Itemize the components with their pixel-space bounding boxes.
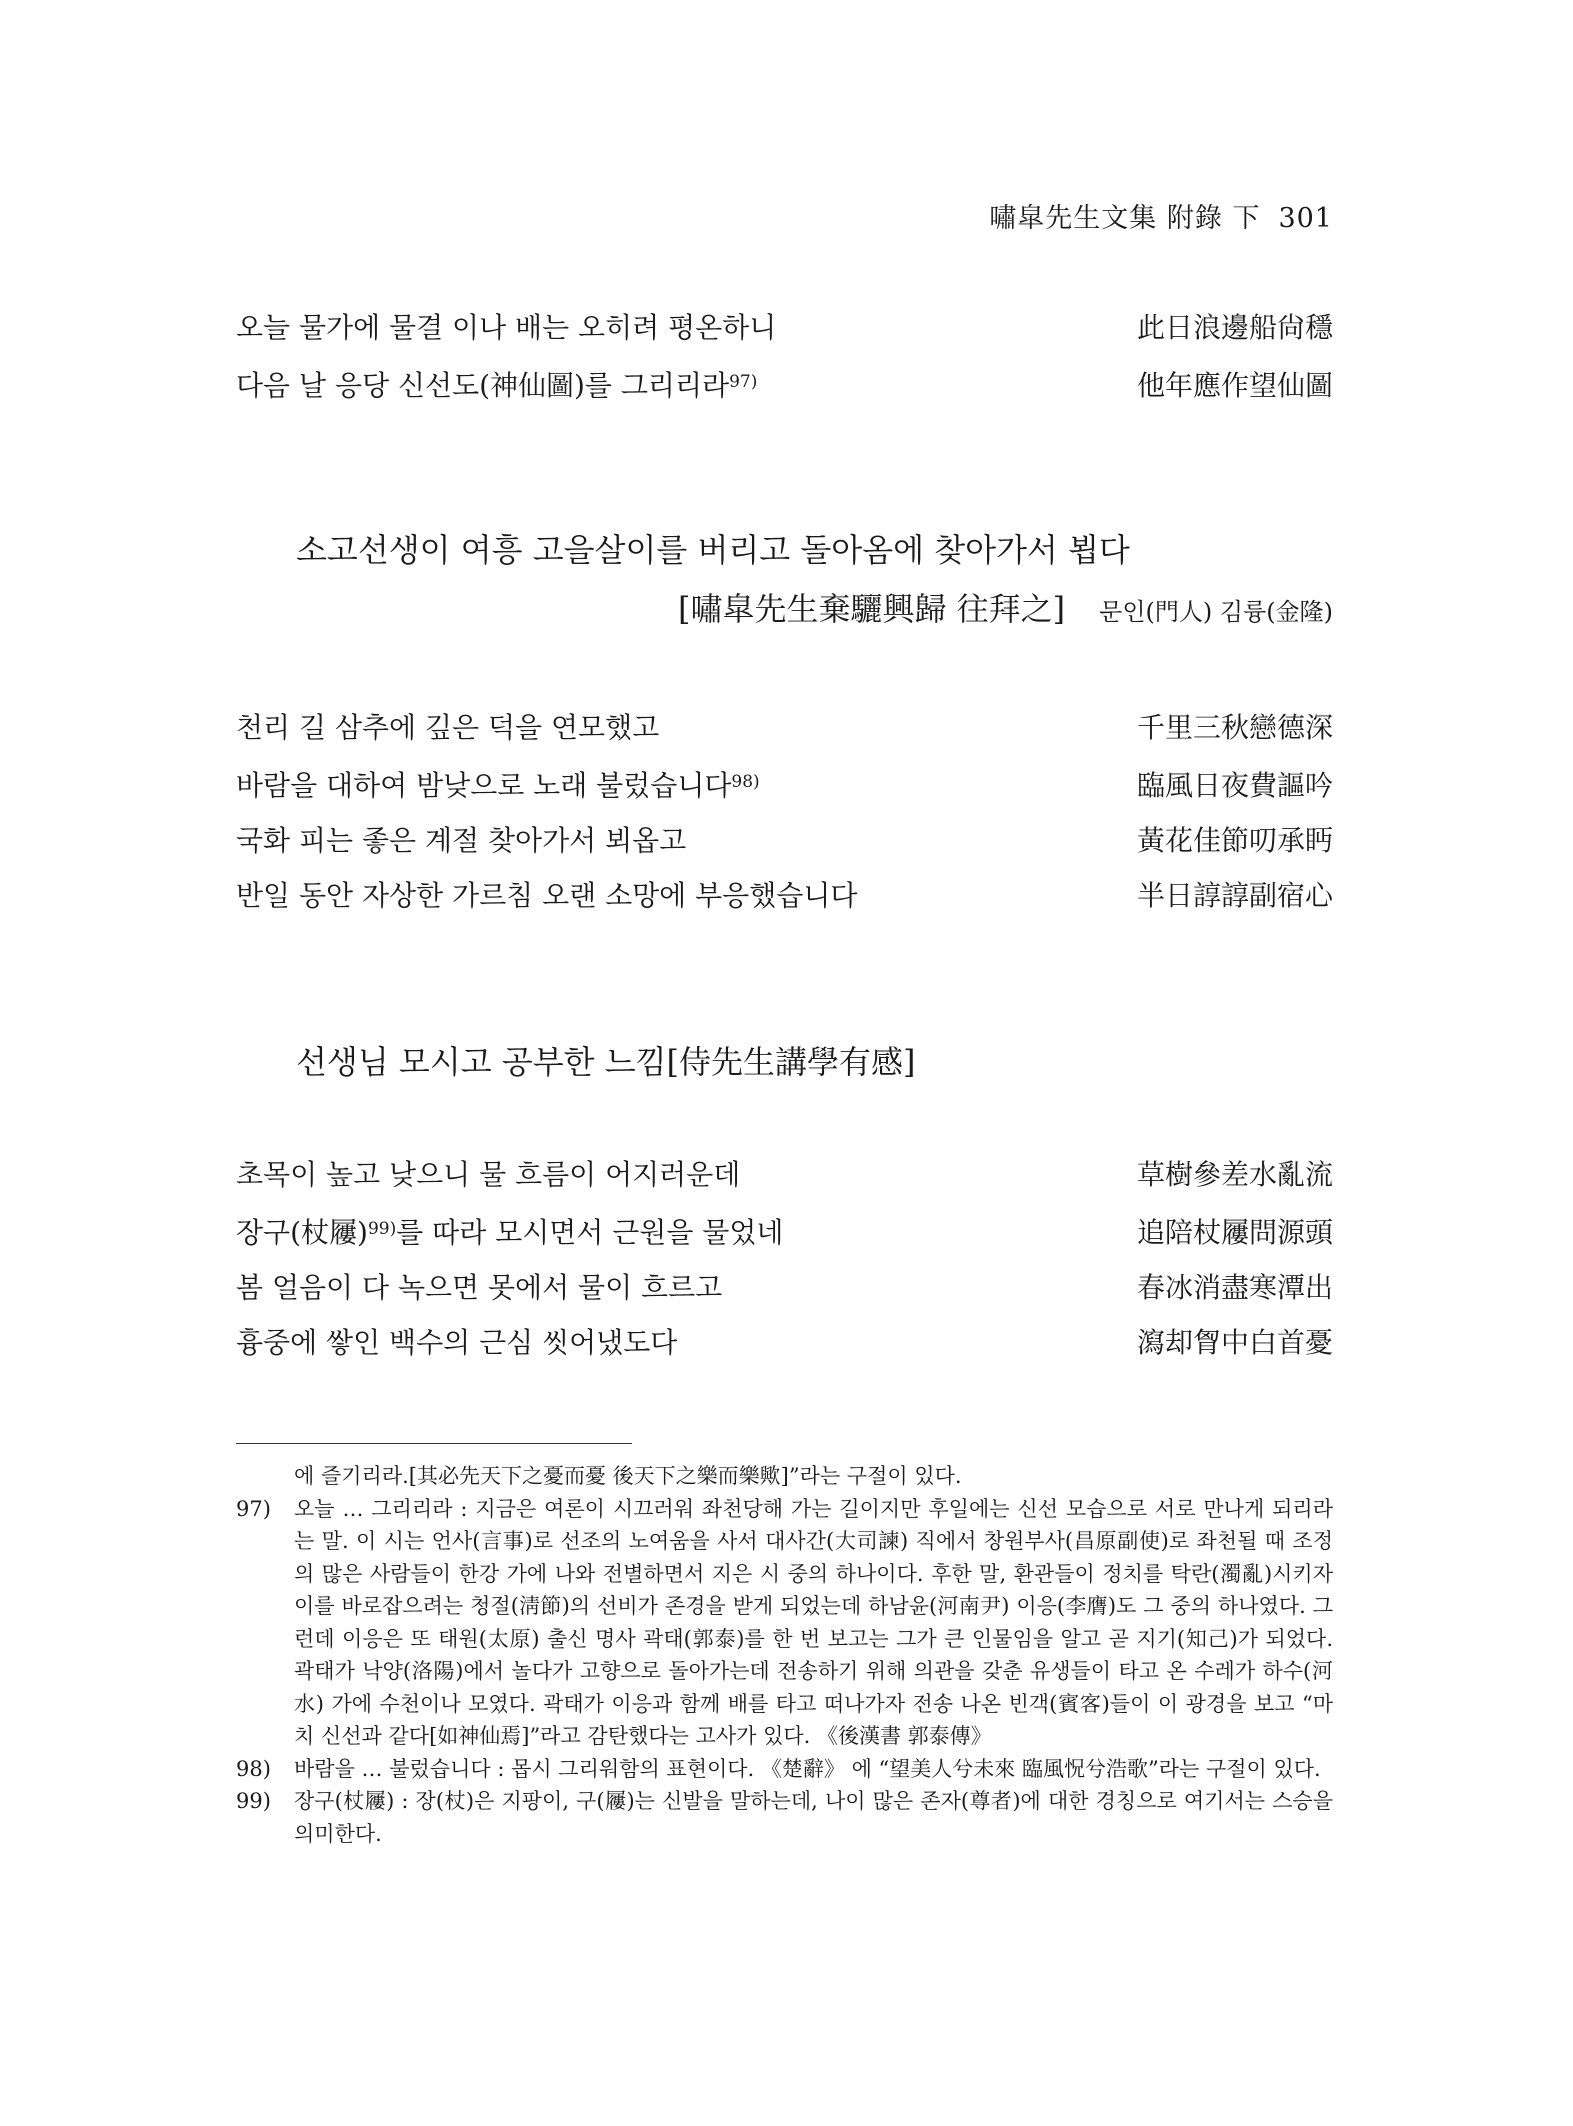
korean-line: 초목이 높고 낮으니 물 흐름이 어지러운데: [236, 1158, 741, 1191]
korean-line: 다음 날 응당 신선도(神仙圖)를 그리리라$^{97)}$: [236, 369, 758, 402]
hanja-line: 草樹參差水亂流: [1136, 1158, 1333, 1191]
running-header: [989, 196, 1333, 235]
hanja-line: 千里三秋戀德深: [1136, 711, 1333, 744]
header-title: 嘯皐先生文集 附錄 下: [989, 203, 1261, 234]
poem-2: [236, 700, 1333, 923]
korean-line: 흉중에 쌓인 백수의 근심 씻어냈도다: [236, 1326, 678, 1359]
hanja-line: 瀉却胷中白首憂: [1136, 1326, 1333, 1359]
footnote-number: 97): [236, 1496, 271, 1521]
korean-line: 천리 길 삼추에 깊은 덕을 연모했고: [236, 711, 660, 744]
page-number: 301: [1278, 203, 1333, 234]
footnote-ref-98: 98): [731, 772, 760, 792]
footnote-97: [236, 1493, 1333, 1753]
footnote-text: 오늘 … 그리리라 : 지금은 여론이 시끄러워 좌천당해 가는 길이지만 후일에는 신선 모습으로 서로 만나게 되리라는 말. 이 시는 언사(言事)로 선조의 노여움을 사서 대사간(大司諫) 직에서 창원부사(昌原副使)로 좌천될 때 조정의 많은 사람들이 한강 가에 나와 전별하면서 지은 시 중의 하나이다. 후한 말, 환관들이 정치를 탁란(濁亂)시키자 이를 바로잡으려는 청절(淸節)의 선비가 존경을 받게 되었는데 하남윤(河南尹) 이응(李膺)도 그 중의 하나였다. 그런데 이응은 또 태원(太原) 출신 명사 곽태(郭泰)를 한 번 보고는 그가 큰 인물임을 알고 곧 지기(知己)가 되었다. 곽태가 낙양(洛陽)에서 놀다가 고향으로 돌아가는데 전송하기 위해 의관을 갖춘 유생들이 타고 온 수레가 하수(河水) 가에 수천이나 모였다. 곽태가 이응과 함께 배를 타고 떠나가자 전송 나온 빈객(賓客)들이 이 광경을 보고 “마치 신선과 같다[如神仙焉]”라고 감탄했다는 고사가 있다. 《後漢書 郭泰傳》: [294, 1496, 1333, 1748]
section-1-author: 문인(門人) 김륭(金隆): [1099, 598, 1333, 626]
footnote-98: [236, 1753, 1333, 1786]
poem-line: [236, 355, 1333, 413]
footnote-text: 장구(杖屨) : 장(杖)은 지팡이, 구(屨)는 신발을 말하는데, 나이 많은 존자(尊者)에 대한 경칭으로 여기서는 스승을 의미한다.: [294, 1789, 1333, 1846]
poem-line: [236, 868, 1333, 923]
footnote-divider: [236, 1443, 632, 1444]
poem-line: [236, 755, 1333, 813]
poem-line: [236, 1202, 1333, 1260]
poem-line: [236, 1147, 1333, 1202]
footnote-number: 98): [236, 1756, 271, 1781]
poem-line: [236, 300, 1333, 355]
footnote-ref-99: 99): [367, 1219, 397, 1239]
footnotes: [236, 1460, 1333, 1850]
hanja-line: 臨風日夜費謳吟: [1136, 769, 1333, 802]
hanja-line: 春冰消盡寒潭出: [1136, 1271, 1333, 1304]
footnote-number: 99): [236, 1789, 271, 1813]
korean-line: 장구(杖屨)$^{99)}$를 따라 모시면서 근원을 물었네: [236, 1216, 784, 1249]
hanja-line: 他年應作望仙圖: [1136, 369, 1333, 402]
korean-line: 바람을 대하여 밤낮으로 노래 불렀습니다$^{98)}$: [236, 769, 760, 802]
section-1-subtitle: [678, 584, 1333, 630]
korean-line: 오늘 물가에 물결 이나 배는 오히려 평온하니: [236, 311, 777, 344]
hanja-line: 追陪杖屨問源頭: [1136, 1216, 1333, 1249]
poem-1: [236, 300, 1333, 413]
poem-line: [236, 1260, 1333, 1315]
poem-line: [236, 813, 1333, 868]
korean-line: 국화 피는 좋은 계절 찾아가서 뵈옵고: [236, 824, 687, 857]
section-2-title: 선생님 모시고 공부한 느낌[侍先生講學有感]: [296, 1043, 916, 1081]
section-1-title: 소고선생이 여흥 고을살이를 버리고 돌아옴에 찾아가서 뵙다: [296, 531, 1130, 569]
section-1-hanja-title: [嘯皐先生棄驪興歸 往拜之]: [678, 590, 1066, 628]
footnote-text: 바람을 … 불렀습니다 : 몹시 그리워함의 표현이다. 《楚辭》 에 “望美人兮未來 臨風怳兮浩歌”라는 구절이 있다.: [294, 1756, 1321, 1781]
hanja-line: 此日浪邊船尙穩: [1136, 311, 1333, 344]
korean-line: 봄 얼음이 다 녹으면 못에서 물이 흐르고: [236, 1271, 723, 1304]
hanja-line: 半日諄諄副宿心: [1136, 879, 1333, 912]
korean-line: 반일 동안 자상한 가르침 오랜 소망에 부응했습니다: [236, 879, 858, 912]
footnote-ref-97: 97): [729, 372, 758, 392]
poem-line: [236, 1315, 1333, 1370]
hanja-line: 黃花佳節叨承眄: [1136, 824, 1333, 857]
poem-3: [236, 1147, 1333, 1370]
footnote-99: [236, 1785, 1333, 1850]
poem-line: [236, 700, 1333, 755]
footnote-continuation: 에 즐기리라.[其必先天下之憂而憂 後天下之樂而樂歟]”라는 구절이 있다.: [294, 1464, 962, 1488]
